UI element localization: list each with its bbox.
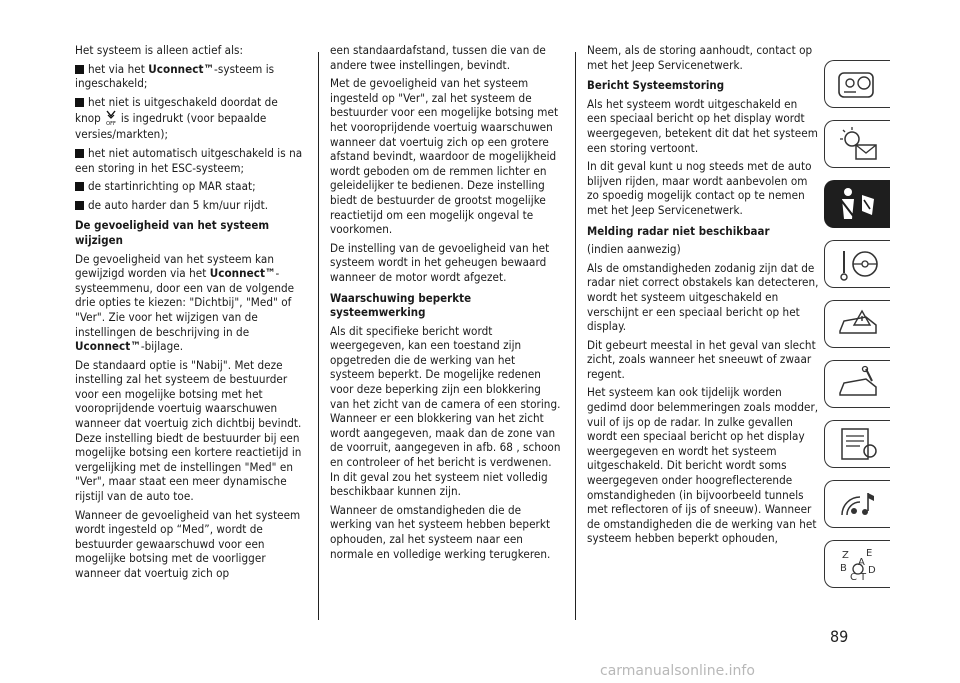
svg-text:OFF: OFF (105, 121, 116, 128)
section-heading: Bericht Systeemstoring (587, 78, 725, 93)
collision-off-button-icon (104, 109, 118, 127)
page-number: 89 (830, 627, 849, 646)
bullet-square-icon (75, 182, 84, 191)
section-heading: Waarschuwing beperkte systeemwerking (330, 290, 472, 320)
paragraph: Met de gevoeligheid van het systeem ingesteld op "Ver", zal het systeem de bestuurder voor een mogelijke botsing met het vooroprijdende voertuig waarschuwen wanneer dat voertuig zich op een grotere afstand bevindt, waardoor de mogelijkheid wordt geboden om de remmen lichter en geleidelijker te bedienen. Deze instelling biedt de bestuurder de grootst mogelijke reactietijd om een mogelijk ongeval te voorkomen. (330, 76, 559, 237)
bullet-item: de startinrichting op MAR staat; (75, 179, 307, 194)
tab-dashboard[interactable] (824, 60, 890, 108)
steering-wheel-icon (836, 245, 880, 283)
svg-text:E: E (865, 548, 872, 559)
column-divider (318, 52, 319, 620)
tab-warning-lights[interactable] (824, 120, 890, 168)
tab-driving[interactable] (824, 240, 890, 288)
section-heading: De gevoeligheid van het systeem wijzigen (75, 218, 270, 247)
multimedia-icon (836, 485, 880, 523)
watermark: carmanualsonline.info (600, 663, 755, 679)
maintenance-icon (836, 365, 880, 403)
chapter-tabs (824, 60, 892, 600)
technical-data-icon (836, 425, 880, 463)
paragraph: Wanneer de omstandigheden die de werking van het systeem hebben beperkt ophouden, zal het systeem naar een normale en volledige werking terugkeren. (330, 502, 551, 561)
tab-maintenance[interactable] (824, 360, 890, 408)
tab-multimedia[interactable] (824, 480, 890, 528)
paragraph: een standaardafstand, tussen die van de andere twee instellingen, bevindt. (330, 43, 546, 72)
bullet-square-icon (75, 65, 84, 74)
text-column-2 (330, 43, 562, 565)
seat-belt-safety-icon (836, 185, 880, 223)
intro-text: Het systeem is alleen actief als: (75, 43, 244, 57)
svg-text:D: D (867, 565, 876, 576)
car-dashboard-icon (836, 65, 880, 103)
tab-emergency[interactable] (824, 300, 890, 348)
bullet-item: het niet is uitgeschakeld doordat de knop OFF is ingedrukt (voor bepaalde versies/markten); (75, 94, 278, 142)
paragraph: Wanneer de gevoeligheid van het systeem wordt ingesteld op “Med”, wordt de bestuurder gewaarschuwd voor een mogelijke botsing met de voorligger wanneer dat voertuig zich op (75, 507, 301, 580)
tab-index[interactable] (824, 540, 890, 588)
paragraph: De instelling van de gevoeligheid van het systeem wordt in het geheugen bewaard wanneer de motor wordt afgezet. (330, 240, 550, 284)
paragraph: Als de omstandigheden zodanig zijn dat de radar niet correct obstakels kan detecteren, wordt het systeem uitgeschakeld en verschijnt er een speciaal bericht op het display. (587, 260, 819, 334)
bullet-square-icon (75, 98, 84, 107)
svg-text:C: C (849, 572, 857, 583)
svg-text:T: T (859, 572, 866, 583)
index-icon (836, 545, 880, 583)
warning-lights-icon (836, 125, 880, 163)
column-divider (575, 52, 576, 620)
car-emergency-icon (836, 305, 880, 343)
paragraph: De gevoeligheid van het systeem kan gewijzigd worden via het Uconnect™-systeemmenu, door een van de volgende drie opties te kiezen: "Dichtbij", "Med" of "Ver". Zie voor het wijzigen van de instellingen de beschrijving in de Uconnect™-bijlage. (75, 251, 295, 354)
svg-text:Z: Z (841, 550, 849, 561)
paragraph: De standaard optie is "Nabij". Met deze instelling zal het systeem de bestuurder voor een mogelijke botsing met het vooroprijdende voertuig waarschuwen wanneer dat voertuig zich dichtbij bevindt. Deze instelling biedt de bestuurder bij een mogelijke botsing een kortere reactietijd in vergelijking met de instellingen "Med" en "Ver", maar staat een meer dynamische rijstijl van de auto toe. (75, 357, 302, 504)
section-heading: Melding radar niet beschikbaar (587, 223, 770, 238)
paragraph: Het systeem kan ook tijdelijk worden gedimd door belemmeringen zoals modder, vuil of ijs op de radar. In zulke gevallen wordt een speciaal bericht op het display weergegeven en wordt het systeem uitgeschakeld. Dit bericht wordt soms weergegeven onder hoogreflecterende omstandigheden (in bijvoorbeeld tunnels met reflectoren of ijs of sneeuw). Wanneer de omstandigheden die de werking van het systeem hebben beperkt ophouden, (587, 385, 819, 546)
tab-technical-data[interactable] (824, 420, 890, 468)
paragraph: Dit gebeurt meestal in het geval van slecht zicht, zoals wanneer het sneeuwt of zwaar regent. (587, 337, 816, 381)
bullet-square-icon (75, 149, 84, 158)
bullet-square-icon (75, 201, 84, 210)
paragraph: Als dit specifieke bericht wordt weergegeven, kan een toestand zijn opgetreden die de werking van het systeem beperkt. De mogelijke redenen voor deze beperking zijn een blokkering van het zicht van de camera of een storing. Wanneer er een blokkering van het zicht wordt aangegeven, maak dan de zone van de voorruit, aangegeven in afb. 68 , schoon en controleer of het bericht is verdwenen. In dit geval zou het systeem niet volledig beschikbaar kunnen zijn. (330, 323, 561, 499)
tab-safety[interactable] (824, 180, 890, 228)
paragraph: (indien aanwezig) (587, 242, 681, 257)
bullet-item: het niet automatisch uitgeschakeld is na een storing in het ESC-systeem; (75, 145, 303, 175)
paragraph: Als het systeem wordt uitgeschakeld en een speciaal bericht op het display wordt weergegeven, betekent dit dat het systeem een storing vertoont. (587, 96, 818, 155)
bullet-item: het via het Uconnect™-systeem is ingeschakeld; (75, 61, 275, 91)
text-column-3 (587, 43, 819, 550)
svg-text:A: A (857, 557, 865, 568)
paragraph: In dit geval kunt u nog steeds met de auto blijven rijden, maar wordt aanbevolen om zo spoedig mogelijk contact op te nemen met het Jeep Servicenetwerk. (587, 159, 812, 217)
svg-text:B: B (839, 563, 847, 574)
text-column-1 (75, 43, 307, 585)
paragraph: Neem, als de storing aanhoudt, contact op met het Jeep Servicenetwerk. (587, 43, 813, 72)
bullet-item: de auto harder dan 5 km/uur rijdt. (75, 198, 307, 213)
